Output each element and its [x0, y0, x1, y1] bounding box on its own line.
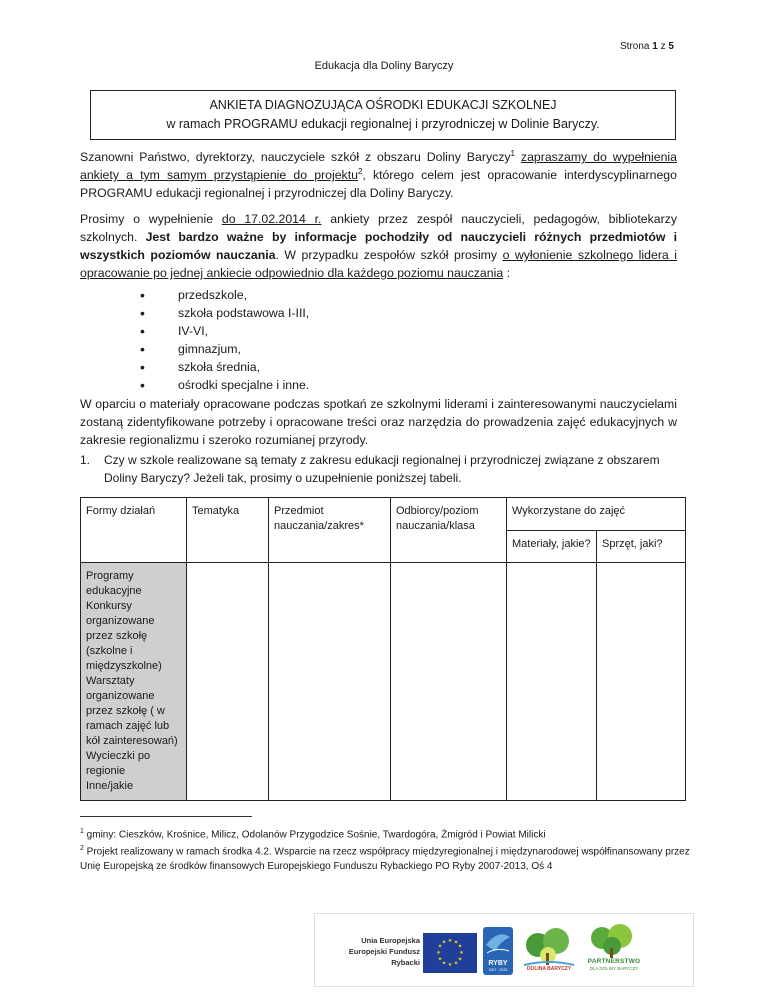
ryby-label: RYBY [488, 960, 508, 967]
request-colon: : [503, 266, 511, 280]
svg-text:★: ★ [457, 943, 463, 950]
footnotes [80, 825, 690, 874]
svg-text:★: ★ [437, 943, 443, 950]
page-of: z [660, 41, 666, 52]
form-type-programs: Programy edukacyjne [86, 570, 142, 597]
eu-line-3: Rybacki [391, 958, 420, 967]
page-current: 1 [652, 41, 658, 52]
intro-invitation: zapraszamy do wypełnienia ankiety a tym samym przystąpienie do projektu [80, 150, 677, 182]
header-topic: Tematyka [187, 498, 269, 563]
footnote-1 [80, 825, 690, 842]
page-number [620, 41, 674, 52]
important-note: Jest bardzo ważne by informacje pochodziły od nauczycieli różnych przedmiotów i wszystkich poziomów nauczania [80, 230, 677, 262]
partnerstwo-label: PARTNERSTWO [587, 958, 641, 965]
question-number: 1. [80, 453, 91, 467]
header-materials: Materiały, jakie? [507, 531, 597, 563]
footnote-2-mark: 2 [80, 845, 84, 853]
intro-paragraph-3: W oparciu o materiały opracowane podczas spotkań ze szkolnymi liderami i zainteresowanymi nauczycielami zostaną zidentyfikowane potrzeby i opracowane treści oraz narzędzia do prowadzenia zajęć edukacyjnych w zakresie regionalizmu i szeroko rozumianej przyrody. [80, 397, 677, 447]
survey-table [80, 497, 686, 801]
list-item: • ośrodki specjalne i inne. [140, 376, 309, 394]
form-type-contests: Konkursy organizowane przez szkołę (szkolne i międzyszkolne) [86, 600, 162, 672]
header-recipients: Odbiorcy/poziom nauczania/klasa [391, 498, 507, 563]
dolina-baryczy-label: DOLINA BARYCZY [526, 966, 572, 972]
materials-input-cell[interactable] [507, 563, 597, 801]
list-item: • szkoła podstawowa I-III, [140, 304, 309, 322]
subject-input-cell[interactable] [269, 563, 391, 801]
request-text: Prosimy o wypełnienie [80, 212, 222, 226]
svg-text:★: ★ [441, 960, 447, 967]
header-equipment: Sprzęt, jaki? [597, 531, 686, 563]
request-text-2: ankiety przez zespół nauczycieli, pedagogów, bibliotekarzy szkolnych. [80, 212, 677, 244]
form-types-cell [81, 563, 187, 801]
leader-instruction: o wyłonienie szkolnego lidera i opracowanie po jednej ankiecie odpowiednio dla każdego poziomu nauczania [80, 248, 677, 280]
eu-line-2: Europejski Fundusz [348, 947, 420, 956]
form-type-workshops: Warsztaty organizowane przez szkołę ( w ramach zajęć lub kół zainteresowań) [86, 675, 178, 747]
deadline-date: do 17.02.2014 r. [221, 212, 322, 226]
survey-title-box [90, 90, 676, 140]
svg-text:★: ★ [436, 950, 441, 956]
intro-paragraph-2 [80, 210, 677, 282]
header-used-for-classes: Wykorzystane do zajęć [507, 498, 686, 531]
question-1 [80, 451, 680, 487]
eu-fund-label [340, 935, 420, 968]
ryby-years: 2007 - 2013 [488, 968, 508, 972]
running-header: Edukacja dla Doliny Baryczy [314, 60, 454, 72]
header-forms: Formy działań [81, 498, 187, 563]
page-total: 5 [668, 41, 674, 52]
footnote-1-text: gminy: Cieszków, Krośnice, Milicz, Odolanów Przygodzice Sośnie, Twardogóra, Żmigród i Powiat Milicki [83, 829, 546, 841]
form-type-trips: Wycieczki po regionie [86, 750, 151, 777]
footnote-2-text: Projekt realizowany w ramach środka 4.2. Wsparcie na rzecz współpracy międzyregionalnej i międzynarodowej współfinansowany przez Unię Europejską ze środków finansowych Europejskiego Funduszu Rybackiego PO Ryby 2007-2013, Oś 4 [80, 846, 690, 872]
form-type-other: Inne/jakie [86, 780, 134, 792]
intro-goal: , którego celem jest opracowanie interdyscyplinarnego PROGRAMU edukacji regionalnej i przyrodniczej dla Doliny Baryczy. [80, 168, 677, 200]
footnote-2 [80, 842, 690, 873]
partnerstwo-sublabel: DLA DOLINY BARYCZY [589, 966, 639, 971]
list-item: • gimnazjum, [140, 340, 309, 358]
footnote-ref-1: 1 [510, 148, 515, 158]
ryby-programme-logo [483, 927, 513, 975]
eu-line-1: Unia Europejska [361, 936, 420, 945]
request-text-3: . W przypadku zespołów szkół prosimy [275, 248, 503, 262]
education-levels-list [140, 286, 309, 394]
footnote-separator [80, 816, 252, 817]
recipients-input-cell[interactable] [391, 563, 507, 801]
page-prefix: Strona [620, 41, 650, 52]
equipment-input-cell[interactable] [597, 563, 686, 801]
footnote-ref-2: 2 [357, 166, 363, 176]
svg-text:★: ★ [459, 950, 464, 956]
svg-text:★: ★ [457, 956, 463, 963]
list-item: • IV-VI, [140, 322, 309, 340]
eu-flag-icon [423, 933, 477, 973]
intro-text: Szanowni Państwo, dyrektorzy, nauczyciele szkół z obszaru Doliny Baryczy [80, 150, 511, 164]
topic-input-cell[interactable] [187, 563, 269, 801]
svg-text:★: ★ [441, 939, 447, 946]
svg-text:★: ★ [447, 962, 453, 968]
svg-text:★: ★ [453, 939, 459, 946]
svg-text:★: ★ [453, 960, 459, 967]
svg-text:★: ★ [437, 956, 443, 963]
intro-paragraph-1 [80, 148, 677, 202]
question-text: Czy w szkole realizowane są tematy z zakresu edukacji regionalnej i przyrodniczej związane z obszarem Doliny Baryczy? Jeżeli tak, prosimy o uzupełnienie poniższej tabeli. [104, 453, 660, 485]
footnote-1-mark: 1 [80, 828, 84, 835]
survey-title: ANKIETA DIAGNOZUJĄCA OŚRODKI EDUKACJI SZKOLNEJ [209, 98, 557, 112]
list-item: • przedszkole, [140, 286, 309, 304]
survey-subtitle: w ramach PROGRAMU edukacji regionalnej i przyrodniczej w Dolinie Baryczy. [166, 117, 600, 131]
list-item: • szkoła średnia, [140, 358, 309, 376]
header-subject: Przedmiot nauczania/zakres* [269, 498, 391, 563]
svg-text:★: ★ [447, 938, 453, 944]
